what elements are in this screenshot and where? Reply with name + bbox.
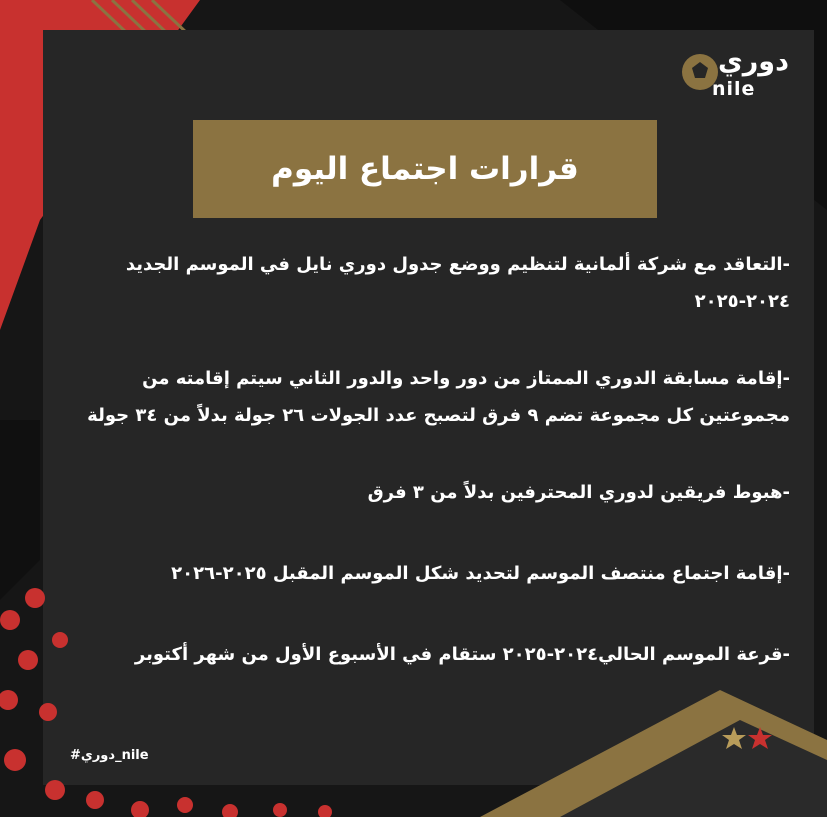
- logo-text-english: nile: [712, 78, 756, 100]
- list-item: -هبوط فريقين لدوري المحترفين بدلاً من ٣ فرق: [367, 482, 790, 503]
- list-item: -التعاقد مع شركة ألمانية لتنظيم ووضع جدول دوري نايل في الموسم الجديد ٢٠٢٤-٢٠٢٥: [125, 254, 790, 312]
- list-item: -قرعة الموسم الحالي٢٠٢٤-٢٠٢٥ ستقام في الأسبوع الأول من شهر أكتوبر: [134, 644, 790, 665]
- title-banner: [193, 120, 657, 218]
- logo-text-arabic: دوري: [718, 46, 789, 77]
- list-item: -إقامة اجتماع منتصف الموسم لتحديد شكل الموسم المقبل ٢٠٢٥-٢٠٢٦: [171, 563, 790, 584]
- list-item: -إقامة مسابقة الدوري الممتاز من دور واحد والدور الثاني سيتم إقامته من مجموعتين كل مجموعة تضم ٩ فرق لتصبح عدد الجولات ٢٦ جولة بدلاً من ٣٤ جولة: [87, 368, 790, 426]
- page-title: قرارات اجتماع اليوم: [271, 151, 579, 187]
- hashtag: #دوري_nile: [70, 748, 149, 763]
- decisions-list: [80, 246, 790, 713]
